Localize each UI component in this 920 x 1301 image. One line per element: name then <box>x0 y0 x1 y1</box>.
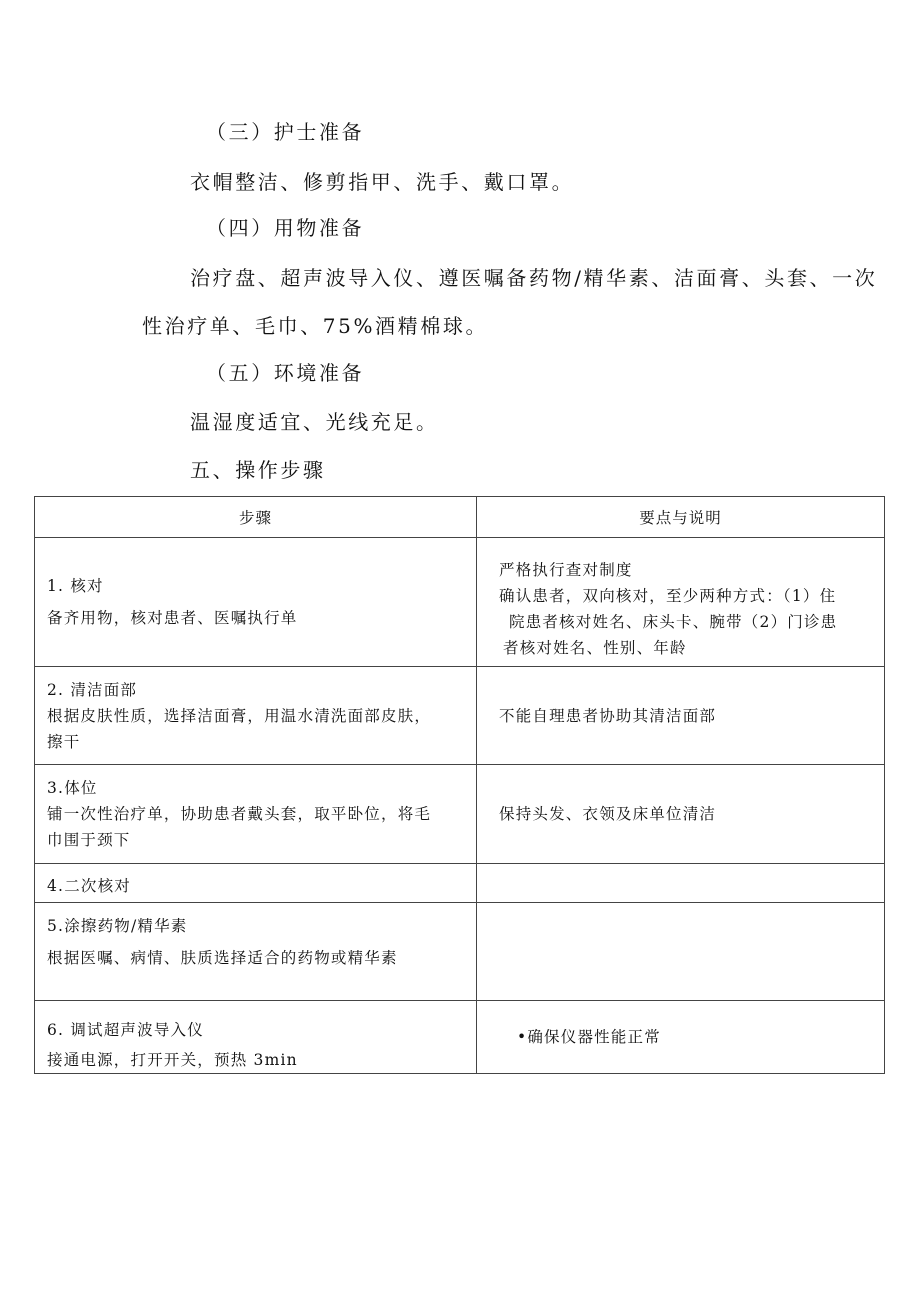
steps-heading: 五、操作步骤 <box>190 458 326 482</box>
step-cell <box>35 1001 477 1074</box>
note-text: •确保仪器性能正常 <box>517 1028 661 1046</box>
step-text: 根据医嘱、病情、肤质选择适合的药物或精华素 <box>47 949 398 967</box>
step-title: 5.涂擦药物/精华素 <box>47 917 188 935</box>
table-row <box>35 864 885 903</box>
note-cell <box>477 538 885 667</box>
table-row <box>35 538 885 667</box>
table-row <box>35 903 885 1001</box>
table-row <box>35 1001 885 1074</box>
note-line: 者核对姓名、性别、年龄 <box>503 639 687 657</box>
step-text: 根据皮肤性质，选择洁面膏，用温水清洗面部皮肤， <box>47 706 432 725</box>
table-header-row <box>35 497 885 538</box>
note-line: 院患者核对姓名、床头卡、腕带（2）门诊患 <box>509 613 838 631</box>
header-notes: 要点与说明 <box>477 497 885 538</box>
step-cell <box>35 538 477 667</box>
env-prep-text: 温湿度适宜、光线充足。 <box>190 410 439 434</box>
note-line: 严格执行查对制度 <box>499 561 633 579</box>
table-row <box>35 667 885 765</box>
step-text: 铺一次性治疗单，协助患者戴头套，取平卧位，将毛 <box>47 805 432 823</box>
operation-steps-table <box>34 496 885 1074</box>
nurse-prep-text: 衣帽整洁、修剪指甲、洗手、戴口罩。 <box>190 170 575 194</box>
step-text: 接通电源，打开开关，预热 3min <box>47 1051 298 1069</box>
items-prep-text-line2: 性治疗单、毛巾、75%酒精棉球。 <box>142 314 489 338</box>
note-cell <box>477 1001 885 1074</box>
note-cell <box>477 864 885 903</box>
step-title: 1. 核对 <box>47 577 104 595</box>
step-text: 备齐用物，核对患者、医嘱执行单 <box>47 609 298 627</box>
note-cell <box>477 667 885 765</box>
note-line: 确认患者，双向核对，至少两种方式：（1）住 <box>499 587 837 605</box>
step-title: 2. 清洁面部 <box>47 680 138 699</box>
step-text: 巾围于颈下 <box>47 831 131 849</box>
step-cell <box>35 765 477 864</box>
env-prep-heading: （五）环境准备 <box>206 361 365 385</box>
items-prep-text-line1: 治疗盘、超声波导入仪、遵医嘱备药物/精华素、洁面膏、头套、一次 <box>190 266 878 290</box>
step-text: 擦干 <box>47 732 81 751</box>
step-title: 6. 调试超声波导入仪 <box>47 1021 204 1039</box>
step-title: 3.体位 <box>47 779 98 797</box>
step-cell <box>35 864 477 903</box>
note-text: 不能自理患者协助其清洁面部 <box>499 706 717 725</box>
table-row <box>35 765 885 864</box>
note-cell <box>477 903 885 1001</box>
note-text: 保持头发、衣领及床单位清洁 <box>499 805 717 823</box>
items-prep-heading: （四）用物准备 <box>206 216 365 240</box>
step-title: 4.二次核对 <box>47 877 131 895</box>
header-step: 步骤 <box>35 497 477 538</box>
step-cell <box>35 667 477 765</box>
nurse-prep-heading: （三）护士准备 <box>206 120 365 144</box>
note-cell <box>477 765 885 864</box>
step-cell <box>35 903 477 1001</box>
